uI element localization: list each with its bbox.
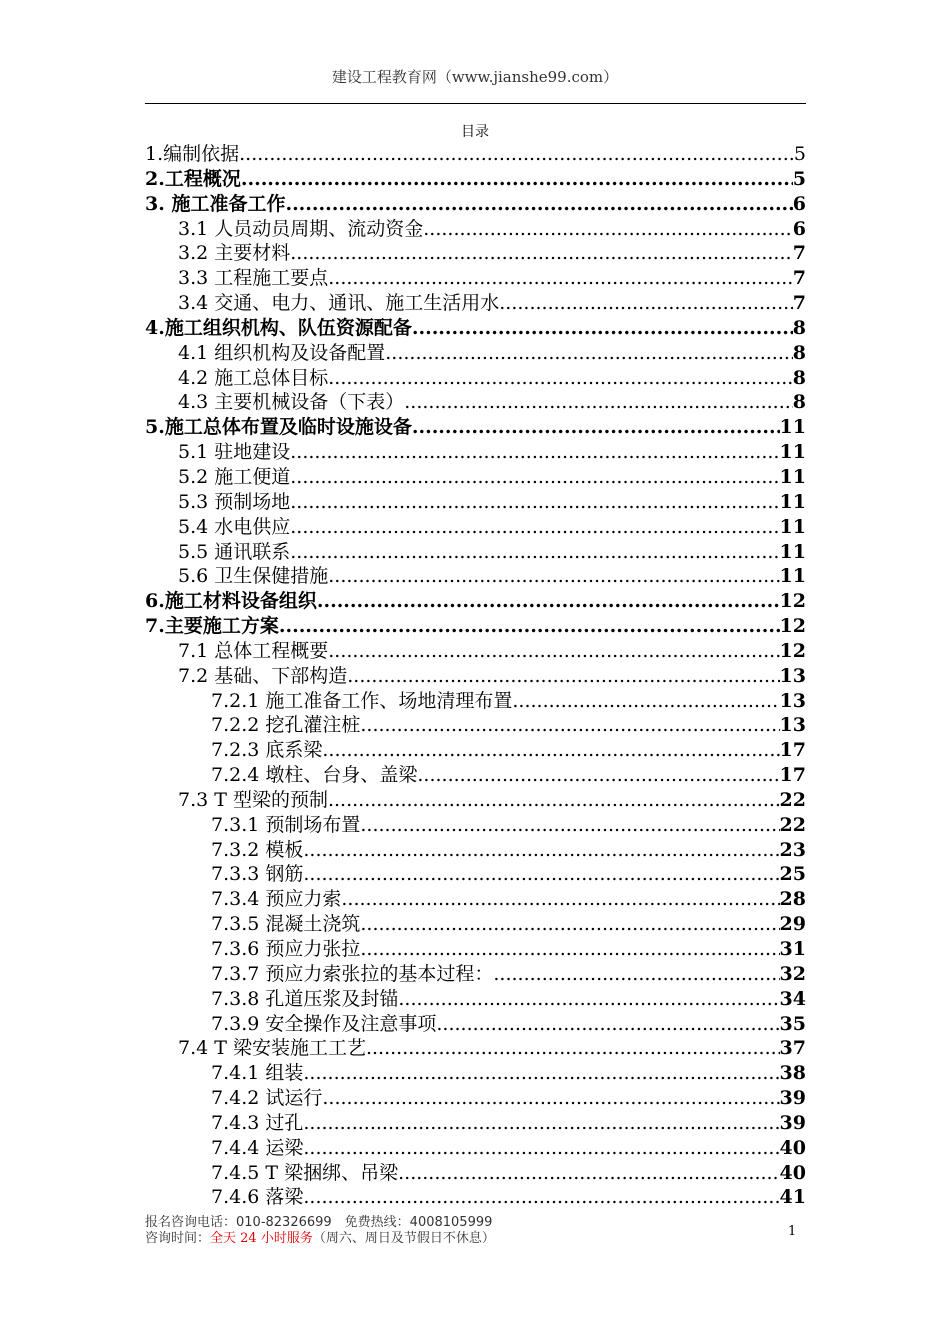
- toc-entry[interactable]: [145, 763, 806, 788]
- toc-entry[interactable]: [145, 987, 806, 1012]
- toc-leader-dots: [328, 564, 779, 589]
- toc-entry-title: 7.4.6 落梁: [211, 1186, 304, 1209]
- toc-entry-page: 11: [779, 416, 806, 439]
- toc-entry[interactable]: [145, 614, 806, 639]
- toc-leader-dots: [398, 1161, 779, 1186]
- toc-leader-dots: [493, 962, 779, 987]
- toc-entry[interactable]: [145, 341, 806, 366]
- toc-entry-page: 11: [779, 441, 806, 464]
- toc-entry-title: 7.4.4 运梁: [211, 1136, 304, 1159]
- header-rule: [145, 103, 806, 104]
- footer-hours-suffix: （周六、周日及节假日不休息）: [312, 1231, 495, 1246]
- toc-leader-dots: [285, 192, 792, 217]
- toc-entry-page: 13: [779, 714, 806, 737]
- toc-entry-page: 7: [792, 292, 806, 315]
- toc-entry-page: 7: [792, 267, 806, 290]
- toc-leader-dots: [290, 440, 779, 465]
- toc-leader-dots: [436, 1012, 779, 1037]
- toc-entry[interactable]: [145, 1061, 806, 1086]
- toc-entry[interactable]: [145, 887, 806, 912]
- toc-entry-title: 4.1 组织机构及设备配置: [178, 341, 386, 364]
- toc-entry-page: 12: [779, 590, 806, 613]
- toc-entry-page: 28: [779, 888, 806, 911]
- toc-entry-title: 5.4 水电供应: [178, 515, 291, 538]
- toc-entry-title: 7.3.5 混凝土浇筑: [211, 913, 361, 936]
- toc-leader-dots: [360, 713, 779, 738]
- toc-entry[interactable]: [145, 937, 806, 962]
- toc-entry[interactable]: [145, 1185, 806, 1210]
- toc-entry-page: 11: [779, 540, 806, 563]
- toc-entry[interactable]: [145, 1012, 806, 1037]
- toc-entry-page: 11: [779, 565, 806, 588]
- toc-entry[interactable]: [145, 1111, 806, 1136]
- toc-leader-dots: [303, 1061, 779, 1086]
- toc-entry-title: 7.3.6 预应力张拉: [211, 938, 361, 960]
- toc-entry[interactable]: [145, 912, 806, 937]
- toc-entry-title: 4.3 主要机械设备（下表）: [178, 391, 405, 414]
- toc-leader-dots: [417, 763, 779, 788]
- toc-entry-page: 39: [779, 1111, 806, 1134]
- toc-entry[interactable]: [145, 316, 806, 341]
- toc-entry-page: 25: [779, 863, 806, 886]
- toc-entry-page: 40: [779, 1161, 806, 1184]
- toc-leader-dots: [385, 341, 793, 366]
- toc-entry-page: 6: [792, 192, 806, 215]
- toc-leader-dots: [499, 291, 793, 316]
- toc-entry-title: 7.4 T 梁安装施工工艺: [178, 1037, 366, 1060]
- toc-entry-title: 3.2 主要材料: [178, 242, 291, 265]
- toc-leader-dots: [360, 937, 779, 962]
- toc-entry-page: 11: [779, 515, 806, 538]
- toc-leader-dots: [241, 167, 793, 192]
- toc-leader-dots: [322, 738, 779, 763]
- toc-entry-page: 13: [779, 664, 806, 687]
- page-number: 1: [788, 1224, 797, 1239]
- toc-leader-dots: [341, 887, 779, 912]
- toc-entry-page: 17: [779, 739, 806, 762]
- toc-leader-dots: [322, 1086, 779, 1111]
- toc-entry[interactable]: [145, 291, 806, 316]
- toc-leader-dots: [412, 316, 793, 341]
- toc-entry-title: 7.1 总体工程概要: [178, 639, 329, 662]
- toc-entry-title: 1.编制依据: [145, 143, 240, 165]
- toc-entry-title: 5.2 施工便道: [178, 465, 291, 488]
- toc-entry-title: 7.3.8 孔道压浆及封锚: [211, 987, 399, 1010]
- toc-entry[interactable]: [145, 241, 806, 266]
- toc-entry[interactable]: [145, 515, 806, 540]
- table-of-contents: [145, 142, 806, 1210]
- toc-entry-page: 23: [779, 838, 806, 861]
- toc-entry-title: 7.3.7 预应力索张拉的基本过程：: [211, 962, 494, 985]
- toc-entry[interactable]: [145, 589, 806, 614]
- toc-entry-page: 11: [779, 465, 806, 488]
- page-footer: [145, 1215, 806, 1247]
- footer-hours-prefix: 咨询时间：: [145, 1231, 211, 1246]
- toc-entry-title: 5.3 预制场地: [178, 490, 291, 513]
- toc-entry-title: 5.6 卫生保健措施: [178, 565, 329, 588]
- toc-entry[interactable]: [145, 813, 806, 838]
- toc-leader-dots: [366, 1036, 780, 1061]
- toc-entry-title: 7.4.5 T 梁捆绑、吊梁: [211, 1161, 399, 1184]
- toc-leader-dots: [423, 217, 793, 242]
- toc-entry-title: 7.4.2 试运行: [211, 1087, 323, 1110]
- toc-entry[interactable]: [145, 217, 806, 242]
- toc-entry-title: 7.2.1 施工准备工作、场地清理布置: [211, 689, 513, 712]
- toc-leader-dots: [303, 1185, 779, 1210]
- toc-leader-dots: [290, 515, 779, 540]
- toc-entry[interactable]: [145, 639, 806, 664]
- toc-entry-title: 6.施工材料设备组织: [145, 590, 317, 613]
- toc-leader-dots: [328, 366, 793, 391]
- toc-entry[interactable]: [145, 167, 806, 192]
- toc-entry[interactable]: [145, 838, 806, 863]
- toc-entry[interactable]: [145, 664, 806, 689]
- toc-leader-dots: [328, 639, 779, 664]
- toc-entry[interactable]: [145, 713, 806, 738]
- toc-leader-dots: [290, 241, 793, 266]
- toc-entry-page: 13: [779, 689, 806, 712]
- toc-entry[interactable]: [145, 415, 806, 440]
- toc-entry-title: 7.3.2 模板: [211, 838, 304, 861]
- toc-entry[interactable]: [145, 465, 806, 490]
- toc-entry-title: 7.3.9 安全操作及注意事项: [211, 1012, 437, 1035]
- toc-leader-dots: [290, 540, 779, 565]
- toc-entry-title: 3.3 工程施工要点: [178, 267, 329, 290]
- toc-entry[interactable]: [145, 1086, 806, 1111]
- toc-leader-dots: [303, 862, 779, 887]
- toc-entry[interactable]: [145, 440, 806, 465]
- toc-leader-dots: [290, 465, 779, 490]
- toc-entry[interactable]: [145, 490, 806, 515]
- toc-leader-dots: [360, 912, 779, 937]
- toc-entry[interactable]: [145, 689, 806, 714]
- toc-leader-dots: [303, 1136, 779, 1161]
- toc-entry-page: 7: [792, 242, 806, 265]
- toc-entry-page: 37: [779, 1037, 806, 1060]
- toc-entry-page: 34: [779, 987, 806, 1010]
- toc-entry-page: 8: [792, 341, 806, 364]
- toc-entry[interactable]: [145, 862, 806, 887]
- toc-entry-title: 7.2 基础、下部构造: [178, 664, 348, 687]
- toc-entry-title: 5.1 驻地建设: [178, 441, 291, 464]
- toc-title: 目录: [461, 124, 489, 140]
- toc-entry-title: 5.施工总体布置及临时设施设备: [145, 416, 412, 439]
- toc-entry[interactable]: [145, 1136, 806, 1161]
- toc-leader-dots: [328, 266, 793, 291]
- toc-entry[interactable]: [145, 266, 806, 291]
- toc-entry-title: 7.3.3 钢筋: [211, 863, 304, 886]
- toc-entry-page: 35: [779, 1012, 806, 1035]
- toc-entry-page: 8: [792, 391, 806, 414]
- footer-contact-line: 报名咨询电话：010-82326699 免费热线：4008105999: [145, 1215, 493, 1230]
- toc-entry-title: 7.3 T 型梁的预制: [178, 788, 328, 811]
- toc-leader-dots: [328, 788, 780, 813]
- toc-entry-title: 3.1 人员动员周期、流动资金: [178, 217, 424, 240]
- toc-entry-page: 29: [779, 913, 806, 936]
- toc-entry-title: 2.工程概况: [145, 167, 241, 190]
- toc-leader-dots: [360, 813, 779, 838]
- toc-leader-dots: [347, 664, 779, 689]
- toc-entry-page: 11: [779, 490, 806, 513]
- toc-entry-title: 4.施工组织机构、队伍资源配备: [145, 316, 412, 339]
- toc-leader-dots: [303, 1111, 779, 1136]
- toc-entry-page: 5: [793, 143, 806, 165]
- toc-entry-title: 7.主要施工方案: [145, 615, 279, 638]
- toc-entry-page: 41: [779, 1186, 806, 1209]
- toc-entry-page: 8: [792, 316, 806, 339]
- toc-entry[interactable]: [145, 1161, 806, 1186]
- toc-entry-page: 17: [779, 764, 806, 787]
- footer-hours-highlight: 全天 24 小时服务: [210, 1231, 313, 1246]
- toc-leader-dots: [290, 490, 779, 515]
- toc-entry[interactable]: [145, 1036, 806, 1061]
- toc-entry[interactable]: [145, 738, 806, 763]
- toc-entry-page: 8: [792, 366, 806, 389]
- toc-entry-title: 3. 施工准备工作: [145, 192, 286, 215]
- toc-leader-dots: [398, 987, 779, 1012]
- toc-entry-page: 40: [779, 1136, 806, 1159]
- toc-entry[interactable]: [145, 390, 806, 415]
- toc-entry[interactable]: [145, 540, 806, 565]
- toc-entry-page: 12: [779, 615, 806, 638]
- toc-entry-page: 22: [779, 788, 806, 811]
- toc-entry[interactable]: [145, 564, 806, 589]
- footer-hours-line: [145, 1231, 806, 1247]
- toc-entry[interactable]: [145, 366, 806, 391]
- toc-entry-page: 12: [779, 639, 806, 662]
- toc-entry-title: 7.4.3 过孔: [211, 1111, 304, 1134]
- toc-leader-dots: [412, 415, 780, 440]
- toc-entry-page: 22: [779, 813, 806, 836]
- toc-leader-dots: [317, 589, 780, 614]
- toc-entry-title: 7.4.1 组装: [211, 1062, 304, 1085]
- toc-entry-title: 7.2.2 挖孔灌注桩: [211, 714, 361, 737]
- toc-entry-title: 5.5 通讯联系: [178, 540, 291, 563]
- toc-entry-page: 32: [779, 962, 806, 985]
- toc-entry-title: 3.4 交通、电力、通讯、施工生活用水: [178, 292, 500, 315]
- toc-leader-dots: [303, 838, 779, 863]
- toc-entry[interactable]: [145, 192, 806, 217]
- page-header: 建设工程教育网（www.jianshe99.com）: [331, 68, 619, 86]
- toc-entry[interactable]: [145, 788, 806, 813]
- toc-leader-dots: [512, 689, 779, 714]
- toc-entry[interactable]: [145, 962, 806, 987]
- toc-leader-dots: [404, 390, 793, 415]
- toc-entry[interactable]: [145, 142, 806, 167]
- toc-entry-page: 31: [779, 938, 806, 960]
- toc-entry-page: 38: [779, 1062, 806, 1085]
- toc-entry-title: 7.2.3 底系梁: [211, 739, 323, 762]
- toc-entry-title: 4.2 施工总体目标: [178, 366, 329, 389]
- toc-leader-dots: [279, 614, 780, 639]
- toc-entry-page: 39: [779, 1087, 806, 1110]
- toc-leader-dots: [239, 142, 794, 167]
- toc-entry-title: 7.3.1 预制场布置: [211, 813, 361, 836]
- toc-entry-title: 7.3.4 预应力索: [211, 888, 342, 911]
- toc-entry-page: 6: [792, 217, 806, 240]
- toc-entry-title: 7.2.4 墩柱、台身、盖梁: [211, 764, 418, 787]
- toc-entry-page: 5: [792, 167, 806, 190]
